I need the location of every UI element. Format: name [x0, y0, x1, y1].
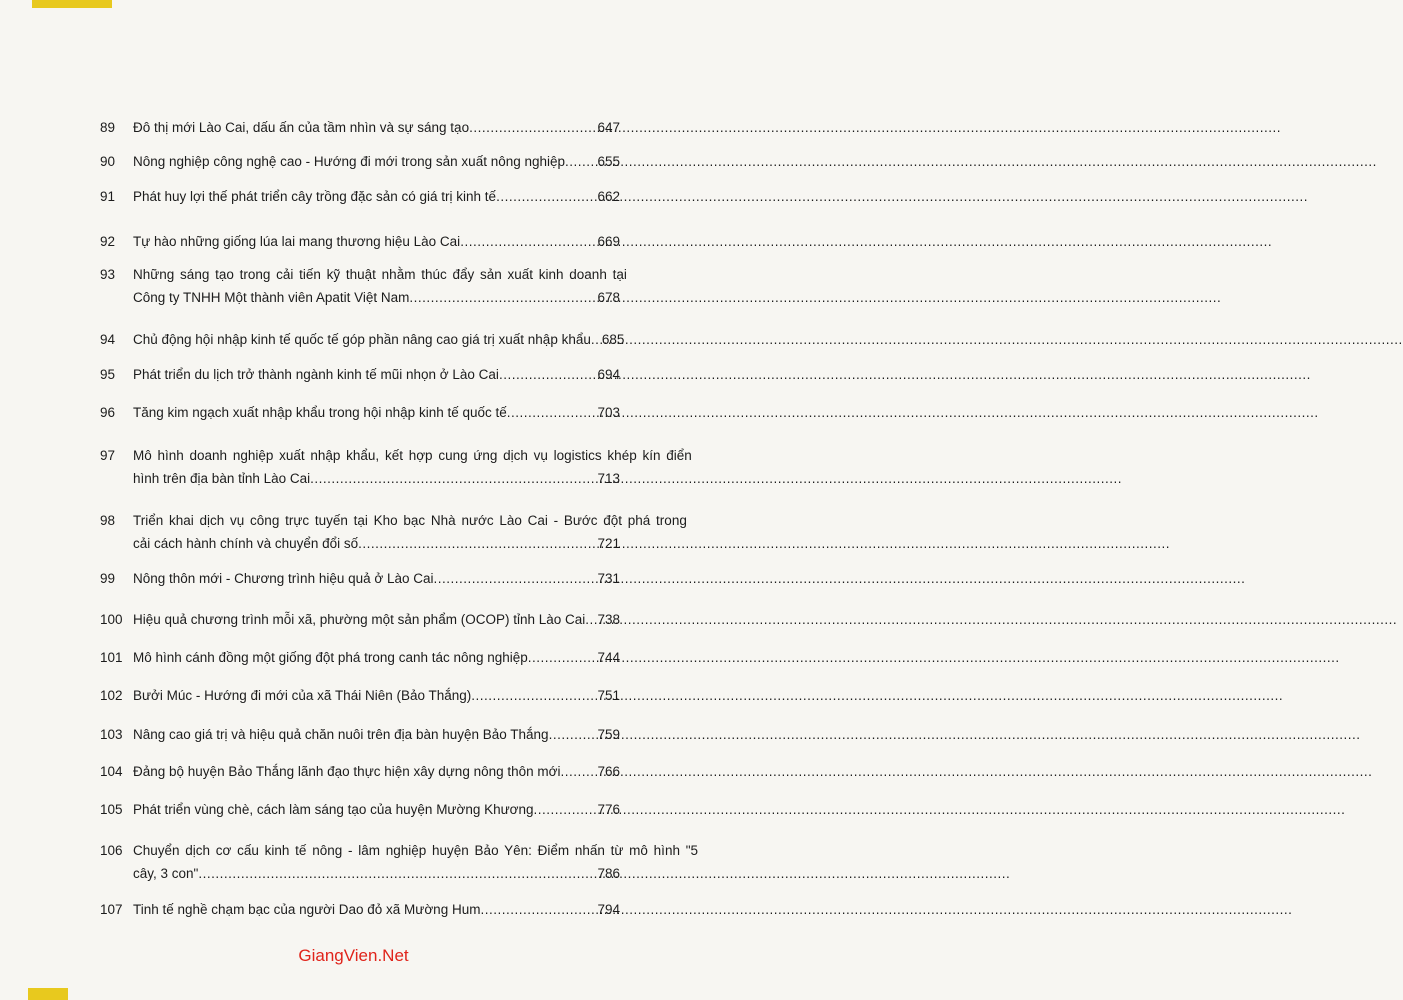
toc-entry: [100, 723, 620, 746]
entry-title: Chuyển dịch cơ cấu kinh tế nông - lâm nghiệp huyện Bảo Yên: Điểm nhấn từ mô hình "5: [133, 843, 699, 858]
page-number: 786: [597, 866, 620, 881]
page-number: 766: [597, 764, 620, 779]
toc-entry: [100, 150, 620, 173]
page-number: 794: [597, 902, 620, 917]
entry-number: 92: [100, 234, 116, 249]
entry-number: 98: [100, 513, 116, 528]
page-number: 759: [597, 727, 620, 742]
entry-number: 107: [100, 902, 123, 917]
entry-title: Mô hình doanh nghiệp xuất nhập khẩu, kết hợp cung ứng dịch vụ logistics khép kín điển: [133, 448, 692, 463]
toc-entry: [100, 646, 620, 669]
entry-title: Hiệu quả chương trình mỗi xã, phường một sản phẩm (OCOP) tỉnh Lào Cai: [133, 612, 586, 627]
entry-title: Chủ động hội nhập kinh tế quốc tế góp phần nâng cao giá trị xuất nhập khẩu: [133, 332, 591, 347]
page-number: 685: [601, 332, 625, 347]
dot-leader: [460, 230, 596, 253]
dot-leader: [496, 185, 596, 208]
toc-entry: [100, 401, 620, 424]
page-number: 751: [597, 688, 620, 703]
toc-entry: [100, 684, 620, 707]
toc-entry: [100, 363, 620, 386]
page-number: 776: [597, 802, 620, 817]
dot-leader: [585, 608, 596, 631]
dot-leader: [310, 467, 596, 490]
toc-entry: [100, 567, 620, 590]
toc-entry: [100, 444, 692, 490]
page-number: 647: [597, 120, 620, 135]
dot-leader: [591, 328, 601, 351]
dot-leader: [198, 862, 596, 885]
page-number: 738: [597, 612, 620, 627]
page-number: 655: [597, 154, 620, 169]
entry-title: Phát huy lợi thế phát triển cây trồng đặc sản có giá trị kinh tế: [133, 189, 497, 204]
toc-entry: [100, 839, 699, 885]
dot-leader: [499, 363, 597, 386]
entry-number: 95: [100, 367, 116, 382]
entry-title: Đảng bộ huyện Bảo Thắng lãnh đạo thực hiện xây dựng nông thôn mới: [133, 764, 561, 779]
dot-leader: [507, 401, 597, 424]
entry-title: Tinh tế nghề chạm bạc của người Dao đỏ xã Mường Hum: [133, 902, 481, 917]
toc-entry: [100, 509, 687, 555]
entry-number: 91: [100, 189, 116, 204]
dot-leader: [358, 532, 596, 555]
entry-number: 93: [100, 267, 116, 282]
corner-tab-bottom: [28, 988, 68, 1000]
entry-number: 99: [100, 571, 116, 586]
entry-number: 94: [100, 332, 116, 347]
entry-number: 101: [100, 650, 123, 665]
page-number: 713: [597, 471, 620, 486]
entry-title: cải cách hành chính và chuyển đổi số: [133, 536, 359, 551]
dot-leader: [565, 150, 596, 173]
page-number: 703: [597, 405, 620, 420]
entry-number: 104: [100, 764, 123, 779]
page-number: 721: [597, 536, 620, 551]
toc-entry: [100, 116, 620, 139]
entry-title: Tăng kim ngạch xuất nhập khẩu trong hội nhập kinh tế quốc tế: [133, 405, 507, 420]
toc-entry: [100, 328, 625, 351]
toc-entry: [100, 185, 620, 208]
entry-title: Những sáng tạo trong cải tiến kỹ thuật nhằm thúc đẩy sản xuất kinh doanh tại: [133, 267, 627, 282]
page-number: 731: [597, 571, 620, 586]
dot-leader: [528, 646, 597, 669]
page-number: 678: [597, 290, 620, 305]
dot-leader: [471, 684, 596, 707]
dot-leader: [549, 723, 597, 746]
entry-title: Nông nghiệp công nghệ cao - Hướng đi mới trong sản xuất nông nghiệp: [133, 154, 566, 169]
toc-entry: [100, 760, 620, 783]
page-number: 694: [597, 367, 620, 382]
dot-leader: [409, 286, 596, 309]
entry-number: 96: [100, 405, 116, 420]
toc-entry: [100, 263, 627, 309]
page-number: 744: [597, 650, 620, 665]
toc-entry: [100, 798, 620, 821]
entry-title: Phát triển du lịch trở thành ngành kinh tế mũi nhọn ở Lào Cai: [133, 367, 499, 382]
entry-number: 100: [100, 612, 123, 627]
toc-entry: [100, 608, 620, 631]
toc-entry: [100, 898, 620, 921]
entry-number: 90: [100, 154, 116, 169]
entry-title: Tự hào những giống lúa lai mang thương hiệu Lào Cai: [133, 234, 461, 249]
toc-entry: [100, 230, 620, 253]
entry-title: Đô thị mới Lào Cai, dấu ấn của tầm nhìn và sự sáng tạo: [133, 120, 470, 135]
entry-title: Bưởi Múc - Hướng đi mới của xã Thái Niên (Bảo Thắng): [133, 688, 472, 703]
entry-number: 103: [100, 727, 123, 742]
entry-title: Nâng cao giá trị và hiệu quả chăn nuôi trên địa bàn huyện Bảo Thắng: [133, 727, 549, 742]
entry-number: 89: [100, 120, 116, 135]
corner-tab-top: [32, 0, 112, 8]
dot-leader: [469, 116, 596, 139]
entry-number: 105: [100, 802, 123, 817]
entry-title: cây, 3 con": [133, 866, 199, 881]
entry-number: 106: [100, 843, 123, 858]
page-number: 669: [597, 234, 620, 249]
entry-title: Triển khai dịch vụ công trực tuyến tại Kho bạc Nhà nước Lào Cai - Bước đột phá trong: [133, 513, 687, 528]
entry-title: Công ty TNHH Một thành viên Apatit Việt Nam: [133, 290, 410, 305]
entry-title: Phát triển vùng chè, cách làm sáng tạo của huyện Mường Khương: [133, 802, 534, 817]
entry-title: Mô hình cánh đồng một giống đột phá trong canh tác nông nghiệp: [133, 650, 528, 665]
entry-number: 97: [100, 448, 116, 463]
dot-leader: [480, 898, 596, 921]
entry-title: hình trên địa bàn tỉnh Lào Cai: [133, 471, 311, 486]
dot-leader: [560, 760, 596, 783]
dot-leader: [434, 567, 597, 590]
watermark-footer: GiangVien.Net: [298, 946, 409, 965]
page-number: 662: [597, 189, 620, 204]
dot-leader: [534, 798, 597, 821]
entry-number: 102: [100, 688, 123, 703]
entry-title: Nông thôn mới - Chương trình hiệu quả ở Lào Cai: [133, 571, 434, 586]
